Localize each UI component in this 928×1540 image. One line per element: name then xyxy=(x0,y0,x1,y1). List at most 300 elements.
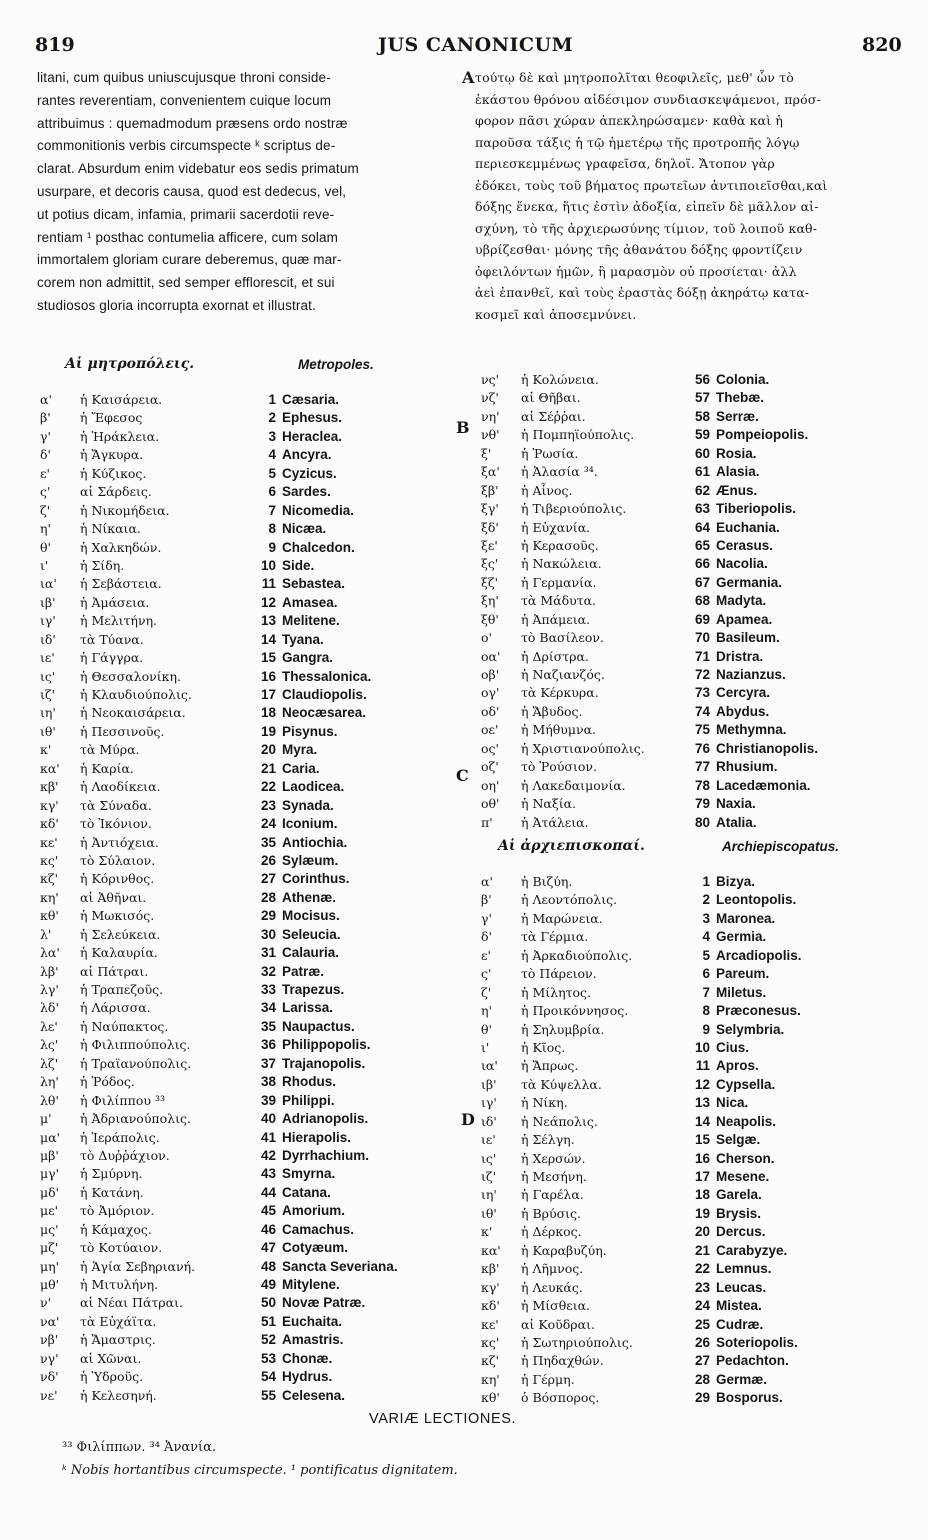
list-item xyxy=(250,1018,450,1036)
arabic-number: 71 xyxy=(694,648,710,664)
latin-name: Christianopolis. xyxy=(716,740,819,756)
arabic-number: 75 xyxy=(694,722,710,738)
list-item xyxy=(250,723,450,741)
list-item xyxy=(40,668,270,686)
greek-numeral: ξ' xyxy=(481,445,492,461)
list-item xyxy=(481,1205,711,1223)
list-item xyxy=(40,502,270,520)
latin-name: Mesene. xyxy=(716,1169,770,1184)
greek-name: ἡ Ἄβυδος. xyxy=(521,703,583,719)
arabic-number: 4 xyxy=(702,929,710,945)
list-item xyxy=(481,758,711,776)
greek-name: ἡ Δέρκος. xyxy=(521,1224,582,1240)
greek-name: ἡ Κάμαχος. xyxy=(80,1221,152,1237)
greek-numeral: να' xyxy=(40,1313,60,1329)
greek-numeral: οθ' xyxy=(481,796,500,812)
latin-name: Tiberiopolis. xyxy=(716,501,797,517)
arabic-number: 39 xyxy=(260,1092,276,1108)
greek-numeral: ιγ' xyxy=(40,613,56,629)
list-item xyxy=(40,1294,270,1312)
greek-numeral: ο' xyxy=(481,630,492,646)
latin-name: Chalcedon. xyxy=(282,539,355,555)
latin-name: Amorium. xyxy=(282,1203,346,1219)
greek-numeral: ς' xyxy=(481,966,492,982)
list-item xyxy=(481,1002,711,1020)
greek-numeral: ξθ' xyxy=(481,611,499,627)
latin-name: Rhodus. xyxy=(282,1074,336,1090)
arabic-number: 5 xyxy=(702,947,710,963)
latin-name: Maronea. xyxy=(716,910,776,926)
list-item xyxy=(40,1110,270,1128)
greek-name: ἡ Λάρισσα. xyxy=(80,1000,151,1016)
list-item xyxy=(250,1184,450,1202)
greek-numeral: κβ' xyxy=(481,1261,500,1277)
list-item xyxy=(684,611,904,629)
list-item xyxy=(40,631,270,649)
list-item xyxy=(40,926,270,944)
arabic-number: 51 xyxy=(260,1313,276,1329)
latin-name: Mitylene. xyxy=(282,1277,340,1292)
greek-name: ἡ Σέλγη. xyxy=(521,1132,575,1148)
greek-numeral: α' xyxy=(40,392,52,407)
arabic-number: 76 xyxy=(694,740,710,756)
arabic-number: 27 xyxy=(694,1353,710,1369)
list-item xyxy=(40,723,270,741)
list-item xyxy=(684,408,904,426)
arabic-number: 34 xyxy=(260,1000,276,1016)
arabic-number: 23 xyxy=(260,797,276,813)
list-item xyxy=(684,1186,904,1204)
greek-name: ἡ Ἀρκαδιούπολις. xyxy=(521,947,633,963)
list-item xyxy=(481,371,711,389)
greek-name: ἡ Ναζιανζός. xyxy=(521,667,605,682)
latin-name: Euchania. xyxy=(716,519,780,535)
greek-text-line: ἐδόκει, τοὺς τοῦ βήματος πρωτεῖων ἀντιποιεῖσθαι,καὶ xyxy=(475,177,828,193)
list-item xyxy=(250,1073,450,1091)
greek-name: ἡ Νακώλεια. xyxy=(521,556,602,572)
greek-numeral: λζ' xyxy=(40,1055,59,1071)
list-item xyxy=(250,1221,450,1239)
greek-numeral: κθ' xyxy=(481,1390,500,1406)
greek-numeral: με' xyxy=(40,1203,59,1219)
greek-numeral: ια' xyxy=(481,1058,498,1074)
greek-numeral: δ' xyxy=(481,929,492,945)
list-item xyxy=(40,391,270,409)
greek-name: ἡ Γέρμη. xyxy=(521,1371,575,1387)
list-item xyxy=(481,537,711,555)
greek-name: τὰ Τύανα. xyxy=(80,631,144,647)
arabic-number: 24 xyxy=(694,1298,710,1314)
arabic-number: 65 xyxy=(694,537,710,553)
greek-numeral: β' xyxy=(481,892,492,908)
latin-name: Rhusium. xyxy=(716,759,778,775)
list-item xyxy=(250,1129,450,1147)
list-item xyxy=(481,408,711,426)
greek-name: ἡ Μεσήνη. xyxy=(521,1169,587,1184)
latin-name: Corinthus. xyxy=(282,871,350,887)
list-item xyxy=(684,1131,904,1149)
list-item xyxy=(481,519,711,537)
arabic-number: 47 xyxy=(260,1240,276,1256)
list-item xyxy=(684,1057,904,1075)
greek-numeral: μθ' xyxy=(40,1277,60,1292)
list-item xyxy=(40,1313,270,1331)
list-item xyxy=(684,592,904,610)
greek-name: ἡ Ὑδροῦς. xyxy=(80,1369,144,1385)
greek-text-line: κοσμεῖ καὶ ἀποσεμνύνει. xyxy=(475,306,637,322)
greek-numeral: α' xyxy=(481,874,493,889)
list-item xyxy=(684,1223,904,1241)
greek-numeral: νζ' xyxy=(481,390,499,406)
list-item xyxy=(250,465,450,483)
latin-name: Cius. xyxy=(716,1039,750,1055)
arabic-number: 29 xyxy=(694,1390,710,1406)
list-item xyxy=(250,907,450,925)
latin-name: Soteriopolis. xyxy=(716,1334,798,1350)
greek-numeral: κδ' xyxy=(40,816,59,832)
arabic-number: 53 xyxy=(260,1350,276,1366)
greek-name: ἡ Ἀτάλεια. xyxy=(521,814,589,830)
greek-name: ἡ Ἀμάσεια. xyxy=(80,594,150,610)
list-item xyxy=(40,686,270,704)
greek-numeral: νς' xyxy=(481,372,500,387)
latin-name: Seleucia. xyxy=(282,926,341,942)
list-item xyxy=(481,463,711,481)
greek-text-line: ἀεὶ ἐπανθεῖ, καὶ τοὺς ἐραστὰς δόξῃ ἀκηράτῳ κατα- xyxy=(475,285,810,300)
arabic-number: 66 xyxy=(694,556,710,572)
greek-name: ἡ Ἱεράπολις. xyxy=(80,1129,160,1145)
latin-name: Novæ Patræ. xyxy=(282,1295,366,1311)
greek-numeral: κδ' xyxy=(481,1298,500,1314)
arabic-number: 12 xyxy=(260,594,276,610)
list-item xyxy=(684,463,904,481)
greek-name: τὰ Εὐχάϊτα. xyxy=(80,1313,157,1329)
page-number-left: 819 xyxy=(35,34,75,56)
greek-numeral: ζ' xyxy=(40,502,51,518)
latin-name: Sebastea. xyxy=(282,576,346,592)
arabic-number: 61 xyxy=(694,464,710,480)
greek-name: ἡ Ἀντιόχεια. xyxy=(80,834,159,850)
list-item xyxy=(684,795,904,813)
greek-numeral: δ' xyxy=(40,447,51,463)
latin-name: Cerasus. xyxy=(716,537,774,553)
list-item xyxy=(481,891,711,909)
latin-name: Trajanopolis. xyxy=(282,1055,366,1071)
latin-name: Gangra. xyxy=(282,650,334,666)
latin-name: Iconium. xyxy=(282,816,338,832)
archiepiscopatus-latin-list xyxy=(684,873,904,1408)
greek-name: ἡ Ῥωσία. xyxy=(521,445,579,461)
greek-numeral: ξβ' xyxy=(481,482,499,498)
list-item xyxy=(481,721,711,739)
latin-name: Basileum. xyxy=(716,630,780,646)
list-item xyxy=(250,539,450,557)
list-item xyxy=(40,1092,270,1110)
list-item xyxy=(684,1168,904,1186)
list-item xyxy=(481,740,711,758)
greek-numeral: οζ' xyxy=(481,759,499,775)
arabic-number: 26 xyxy=(694,1334,710,1350)
archiepiscopatus-heading-latin: Archiepiscopatus. xyxy=(722,839,840,854)
list-item xyxy=(481,592,711,610)
arabic-number: 67 xyxy=(694,574,710,590)
latin-name: Cypsella. xyxy=(716,1076,776,1092)
greek-numeral: νγ' xyxy=(40,1350,59,1366)
greek-name: ἡ Λακεδαιμονία. xyxy=(521,777,626,793)
greek-name: ἡ Κόρινθος. xyxy=(80,871,155,887)
greek-name: ἡ Καλαυρία. xyxy=(80,945,158,961)
greek-name: ἡ Τιβεριούπολις. xyxy=(521,501,627,517)
latin-name: Dyrrhachium. xyxy=(282,1147,370,1163)
arabic-number: 17 xyxy=(260,687,276,702)
latin-name: Euchaita. xyxy=(282,1313,343,1329)
list-item xyxy=(481,1076,711,1094)
latin-name: Nicæa. xyxy=(282,521,327,537)
greek-text-line: ἑκάστου θρόνου αἰδέσιμον συνδιασκεψάμενοι, πρόσ- xyxy=(475,91,821,107)
greek-numeral: νδ' xyxy=(40,1369,59,1385)
list-item xyxy=(684,965,904,983)
greek-numeral: νθ' xyxy=(481,427,500,443)
list-item xyxy=(481,703,711,721)
greek-text-line: παροῦσα τάξις ἡ τῷ ἡμετέρῳ τῆς προτροπῆς λόγῳ xyxy=(475,134,800,150)
latin-name: Madyta. xyxy=(716,593,767,609)
greek-name: ἡ Νικομήδεια. xyxy=(80,502,170,518)
greek-name: ἡ Ναύπακτος. xyxy=(80,1018,169,1034)
latin-name: Heraclea. xyxy=(282,428,343,444)
list-item xyxy=(684,1371,904,1389)
latin-text-line: clarat. Absurdum enim videbatur eos sedis primatum xyxy=(37,161,359,177)
arabic-number: 27 xyxy=(260,871,276,887)
greek-name: ἡ Ἀλασία ³⁴. xyxy=(521,464,598,480)
greek-numeral: ιγ' xyxy=(481,1095,497,1111)
greek-name: αἱ Σέῤῥαι. xyxy=(521,408,586,424)
greek-numeral: ιη' xyxy=(481,1187,497,1203)
archiepiscopatus-heading-greek: Αἱ ἀρχιεπισκοπαί. xyxy=(498,838,645,854)
list-item xyxy=(40,963,270,981)
list-item xyxy=(250,815,450,833)
greek-name: ἡ Φιλίππου ³³ xyxy=(80,1092,165,1108)
latin-name: Carabyzye. xyxy=(716,1242,788,1258)
list-item xyxy=(481,1260,711,1278)
latin-name: Pedachton. xyxy=(716,1353,789,1369)
arabic-number: 57 xyxy=(694,390,710,406)
latin-text-line: corem non admittit, sed semper efflorescit, et sui xyxy=(37,275,335,291)
latin-name: Nica. xyxy=(716,1095,749,1111)
list-item xyxy=(481,1094,711,1112)
latin-name: Lemnus. xyxy=(716,1261,772,1277)
list-item xyxy=(40,1129,270,1147)
greek-numeral: θ' xyxy=(481,1021,492,1037)
list-item xyxy=(250,741,450,759)
list-item xyxy=(250,1276,450,1294)
list-item xyxy=(250,631,450,649)
latin-name: Ephesus. xyxy=(282,410,343,426)
list-item xyxy=(684,1076,904,1094)
greek-name: τὰ Κέρκυρα. xyxy=(521,685,599,701)
arabic-number: 52 xyxy=(260,1332,276,1348)
list-item xyxy=(684,1094,904,1112)
latin-name: Atalia. xyxy=(716,814,757,830)
list-item xyxy=(250,1055,450,1073)
list-item xyxy=(40,797,270,815)
metropoles-latin-list-left xyxy=(250,391,450,1405)
list-item xyxy=(250,502,450,520)
list-item xyxy=(481,648,711,666)
greek-name: τὸ Ἀμόριον. xyxy=(80,1203,155,1219)
greek-numeral: μα' xyxy=(40,1129,61,1145)
latin-name: Laodicea. xyxy=(282,779,345,795)
list-item xyxy=(40,520,270,538)
list-item xyxy=(684,426,904,444)
list-item xyxy=(481,1334,711,1352)
greek-numeral: λα' xyxy=(40,945,60,961)
latin-name: Colonia. xyxy=(716,372,770,387)
greek-name: ἡ Χριστιανούπολις. xyxy=(521,740,645,756)
margin-letter-a: A xyxy=(462,68,475,87)
greek-numeral: ξη' xyxy=(481,593,499,609)
list-item xyxy=(684,1334,904,1352)
latin-name: Mocisus. xyxy=(282,908,340,924)
list-item xyxy=(40,704,270,722)
greek-name: τὰ Μύρα. xyxy=(80,742,140,758)
latin-name: Chonæ. xyxy=(282,1350,333,1366)
list-item xyxy=(481,574,711,592)
list-item xyxy=(684,445,904,463)
greek-numeral: κε' xyxy=(481,1316,499,1332)
greek-name: τὸ Σύλαιον. xyxy=(80,852,156,868)
list-item xyxy=(250,797,450,815)
list-item xyxy=(250,1313,450,1331)
list-item xyxy=(481,1242,711,1260)
arabic-number: 24 xyxy=(260,816,276,832)
latin-name: Nacolia. xyxy=(716,556,768,572)
margin-letter-c: C xyxy=(456,766,469,785)
arabic-number: 73 xyxy=(694,685,710,701)
list-item xyxy=(40,409,270,427)
margin-letter-b: B xyxy=(456,418,470,437)
greek-numeral: ε' xyxy=(40,465,50,481)
latin-text-line: commonitionis verbis circumspecte ᵏ scriptus de- xyxy=(37,138,336,154)
greek-name: ἡ Ναξία. xyxy=(521,796,577,812)
greek-name: ἡ Κολώνεια. xyxy=(521,372,599,387)
list-item xyxy=(684,740,904,758)
list-item xyxy=(250,852,450,870)
greek-name: ἡ Καραβυζύη. xyxy=(521,1242,607,1258)
list-item xyxy=(40,870,270,888)
list-item xyxy=(481,1279,711,1297)
arabic-number: 1 xyxy=(702,874,710,889)
greek-name: ἡ Κατάνη. xyxy=(80,1184,144,1200)
list-item xyxy=(684,873,904,891)
margin-letter-d: D xyxy=(461,1110,475,1129)
arabic-number: 64 xyxy=(694,519,710,535)
greek-numeral: λε' xyxy=(40,1018,58,1034)
list-item xyxy=(40,428,270,446)
list-item xyxy=(40,557,270,575)
latin-name: Smyrna. xyxy=(282,1166,336,1182)
list-item xyxy=(40,1073,270,1091)
latin-name: Trapezus. xyxy=(282,982,345,997)
latin-name: Pompeiopolis. xyxy=(716,427,809,443)
list-item xyxy=(481,910,711,928)
latin-name: Garela. xyxy=(716,1187,762,1203)
latin-name: Claudiopolis. xyxy=(282,687,367,702)
latin-name: Amastris. xyxy=(282,1332,344,1348)
list-item xyxy=(481,928,711,946)
greek-numeral: γ' xyxy=(481,910,492,926)
list-item xyxy=(684,1260,904,1278)
greek-name: ἡ Χερσών. xyxy=(521,1150,586,1166)
greek-numeral: κς' xyxy=(40,852,59,868)
greek-numeral: ογ' xyxy=(481,685,500,701)
greek-text-line: ὀφειλόντων ἡμῶν, ἣ μαρασμὸν οὐ προσίεται· ἀλλ xyxy=(475,263,797,279)
list-item xyxy=(250,1092,450,1110)
greek-numeral: κα' xyxy=(481,1242,501,1258)
greek-name: ἡ Σίδη. xyxy=(80,557,125,573)
greek-name: ἡ Προικόννησος. xyxy=(521,1003,629,1019)
archiepiscopatus-greek-list xyxy=(481,873,711,1408)
latin-name: Bizya. xyxy=(716,874,756,889)
latin-name: Hydrus. xyxy=(282,1369,333,1385)
greek-text-line: περιεσκεμμένως γραφεῖσα, δηλοῖ. Ἄτοπον γὰρ xyxy=(475,156,775,171)
greek-name: τὰ Σύναδα. xyxy=(80,797,152,813)
latin-name: Catana. xyxy=(282,1184,331,1200)
list-item xyxy=(481,795,711,813)
list-item xyxy=(250,999,450,1017)
greek-name: ἡ Μιτυλήνη. xyxy=(80,1277,159,1292)
greek-numeral: ιε' xyxy=(481,1132,496,1148)
list-item xyxy=(684,947,904,965)
greek-name: ἡ Τραπεζοῦς. xyxy=(80,982,164,997)
greek-name: ἡ Λῆμνος. xyxy=(521,1261,584,1277)
arabic-number: 42 xyxy=(260,1147,276,1163)
latin-name: Ancyra. xyxy=(282,447,332,463)
greek-numeral: κς' xyxy=(481,1334,500,1350)
greek-name: ἡ Μελιτήνη. xyxy=(80,613,158,629)
greek-name: ἡ Ἄπρως. xyxy=(521,1058,579,1074)
list-item xyxy=(684,721,904,739)
list-item xyxy=(40,1368,270,1386)
arabic-number: 13 xyxy=(694,1095,710,1111)
latin-text-line: usurpare, et decoris causa, quod est dedecus, vel, xyxy=(37,184,347,199)
list-item xyxy=(684,574,904,592)
arabic-number: 21 xyxy=(694,1242,710,1258)
latin-name: Arcadiopolis. xyxy=(716,947,802,963)
greek-name: ἡ Βιζύη. xyxy=(521,874,573,889)
latin-name: Pisynus. xyxy=(282,723,338,739)
list-item xyxy=(40,981,270,999)
arabic-number: 22 xyxy=(260,779,276,795)
list-item xyxy=(250,520,450,538)
greek-name: ἡ Ἡράκλεια. xyxy=(80,428,160,444)
arabic-number: 28 xyxy=(694,1371,710,1387)
greek-name: τὰ Κύψελλα. xyxy=(521,1076,602,1092)
list-item xyxy=(250,612,450,630)
list-item xyxy=(250,834,450,852)
arabic-number: 11 xyxy=(695,1058,710,1074)
arabic-number: 6 xyxy=(268,484,276,500)
list-item xyxy=(481,984,711,1002)
greek-numeral: ι' xyxy=(481,1039,490,1055)
list-item xyxy=(40,907,270,925)
greek-name: ἡ Ἀδριανούπολις. xyxy=(80,1111,191,1127)
list-item xyxy=(684,389,904,407)
greek-name: ἡ Εὐχανία. xyxy=(521,519,591,535)
arabic-number: 55 xyxy=(260,1387,276,1403)
list-item xyxy=(481,1316,711,1334)
arabic-number: 5 xyxy=(268,465,276,481)
arabic-number: 13 xyxy=(260,613,276,629)
